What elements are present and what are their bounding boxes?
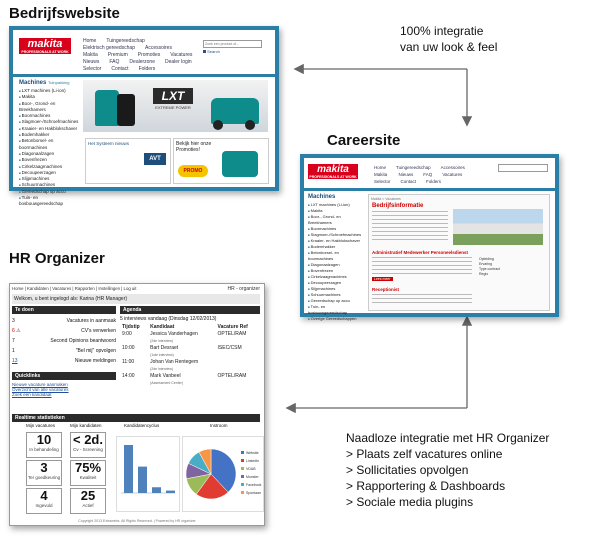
- todo-item[interactable]: 3 Vacatures in aanmaak: [12, 318, 116, 324]
- chart-bar: [138, 467, 147, 493]
- chart-bar: [124, 445, 133, 493]
- candidate-cycle-chart: [116, 436, 180, 512]
- sidebar-item[interactable]: ■ Cirkelzaagmachines: [19, 164, 79, 170]
- sidebar-item[interactable]: ■ LXT machines (Li-ion): [308, 202, 364, 208]
- sidebar-item[interactable]: ■ Cirkelzaagmachines: [308, 274, 364, 280]
- agenda-col-header: Tijdstip: [122, 324, 140, 330]
- agenda-table: [120, 324, 260, 387]
- nav-item[interactable]: Folders: [426, 179, 442, 184]
- nav-item[interactable]: Contact: [111, 66, 129, 72]
- todo-item[interactable]: 6 ⚠ CV's verwerken: [12, 328, 116, 334]
- hr-note-item: > Plaats zelf vacatures online: [346, 447, 503, 461]
- sidebar-item[interactable]: ■ Bovenfrezen: [308, 268, 364, 274]
- arrow-website-careersite: [296, 69, 467, 124]
- careersite-search-input[interactable]: [498, 164, 548, 172]
- promo-box-title: Bekijk hier onze Promoties!: [176, 141, 212, 153]
- website-search-button[interactable]: Search: [203, 49, 220, 54]
- sidebar-item[interactable]: ■ Boormachines: [308, 226, 364, 232]
- lxt-sub: EXTREME POWER: [155, 105, 191, 110]
- sidebar-item[interactable]: ■ Diagonaalzagen: [308, 262, 364, 268]
- vacancy-text: [372, 294, 472, 306]
- website-banner: [83, 80, 268, 132]
- sidebar-item[interactable]: ■ Schuurmachines: [308, 292, 364, 298]
- agenda-panel: [120, 306, 260, 387]
- hr-note-item: > Rapportering & Dashboards: [346, 479, 506, 493]
- sidebar-item[interactable]: ■ Tuin- en bosbouwgereedschap: [19, 195, 79, 208]
- agenda-row[interactable]: 11:00 Johan Van Rentegem (2de interview): [122, 359, 199, 371]
- sidebar-item[interactable]: ■ Bodemhakker: [19, 132, 79, 138]
- sidebar-item[interactable]: ■ Decoupeerzagen: [308, 280, 364, 286]
- stat-box[interactable]: 10 In behandeling: [26, 432, 62, 458]
- sidebar-item[interactable]: ■ Betonborsel- en boormachines: [308, 250, 364, 262]
- hr-note-title: Naadloze integratie met HR Organizer: [346, 431, 550, 445]
- nav-item[interactable]: Dealerzone: [129, 59, 155, 65]
- legend-swatch: [241, 459, 244, 462]
- hr-organizer-heading: HR Organizer: [9, 250, 105, 267]
- quicklink[interactable]: Nieuwe vacature aanmaken: [12, 382, 68, 387]
- careersite-nav[interactable]: [374, 164, 492, 185]
- agenda-row[interactable]: 10:00 Bart Desraet (1ste interview) ISEC/CSM: [122, 345, 242, 357]
- integration-note-line1: 100% integratie: [400, 24, 484, 38]
- sidebar-item[interactable]: ■ Slijpmachines: [19, 176, 79, 182]
- nav-item[interactable]: Dealer login: [165, 59, 192, 65]
- nav-item[interactable]: Home: [374, 165, 387, 170]
- company-text: [372, 211, 448, 241]
- legend-swatch: [241, 483, 244, 486]
- avt-logo: AVT: [144, 153, 166, 165]
- vacancy-detail: Regio: [479, 272, 489, 276]
- nav-item[interactable]: FAQ: [109, 59, 120, 65]
- vacancy-details: [479, 257, 545, 277]
- agenda-col-header: Kandidaat: [150, 324, 175, 330]
- stats-col-label: Instroom: [210, 423, 228, 428]
- sidebar-item[interactable]: ■ Diagonaalzagen: [19, 151, 79, 157]
- legend-label: Website: [246, 451, 259, 455]
- sidebar-item[interactable]: ■ Overige Gereedschappen: [308, 316, 364, 322]
- nav-item[interactable]: Nieuws: [83, 59, 100, 65]
- lxt-badge: LXT: [153, 88, 193, 104]
- vacancy-detail: Opleiding: [479, 257, 494, 261]
- careersite-main: [368, 194, 550, 311]
- search-icon: [203, 50, 206, 53]
- hr-welcome: Welkom, u bent ingelogd als: Karina (HR Manager): [12, 294, 260, 304]
- nav-item[interactable]: Selector: [374, 179, 391, 184]
- read-more-button[interactable]: Lees meer: [374, 277, 391, 281]
- nav-item[interactable]: Accessoires: [440, 165, 465, 170]
- quicklinks-title: Quicklinks: [12, 372, 116, 380]
- sidebar-item[interactable]: ■ Bodemhakker: [308, 244, 364, 250]
- website-screenshot: [9, 26, 279, 207]
- vacancy-detail: Type contract: [479, 267, 501, 271]
- sidebar-item[interactable]: ■ Decoupeerzagen: [19, 170, 79, 176]
- nav-item[interactable]: Home: [83, 38, 97, 44]
- nav-item[interactable]: Tuingereedschap: [396, 165, 431, 170]
- chart-bar: [152, 487, 161, 493]
- nav-item[interactable]: Makita: [374, 172, 388, 177]
- inflow-pie-chart: [182, 436, 264, 512]
- drill-image: [95, 90, 119, 126]
- agenda-title: Agenda: [120, 306, 260, 314]
- careersite-screenshot: [300, 154, 559, 321]
- nav-item[interactable]: Nieuws: [398, 172, 414, 177]
- nav-item[interactable]: Vacatures: [442, 172, 463, 177]
- legend-swatch: [241, 491, 244, 494]
- sidebar-item[interactable]: ■ Schuurmachines: [19, 182, 79, 188]
- stat-box[interactable]: 25 Actief: [70, 488, 106, 514]
- legend-swatch: [241, 451, 244, 454]
- sidebar-item[interactable]: ■ Makita: [19, 94, 79, 100]
- sidebar-item[interactable]: ■ Boor-, Grond- en Breekhamers: [19, 101, 79, 114]
- nav-item[interactable]: Makita: [83, 52, 98, 58]
- agenda-col-header: Vacature Ref: [217, 324, 248, 330]
- promo-badge: PROMO: [178, 165, 208, 177]
- sidebar-item[interactable]: ■ Slijpmachines: [308, 286, 364, 292]
- chart-bar: [166, 491, 175, 493]
- hr-organizer-screenshot: [9, 283, 265, 526]
- website-section-title: Machines Tuinpakking: [19, 80, 70, 86]
- stat-box[interactable]: 3 Ter goedkeuring: [26, 460, 62, 486]
- sidebar-item[interactable]: ■ Kraaier- en Hakblokschaver: [308, 238, 364, 244]
- sidebar-item[interactable]: ■ Boormachines: [19, 113, 79, 119]
- sidebar-item[interactable]: ■ Tuin- en bosbouwgereedschap: [308, 304, 364, 316]
- careersite-breadcrumb: Makita > Vacatures: [371, 197, 401, 201]
- tool-image: [222, 151, 258, 177]
- sidebar-item[interactable]: ■ LXT machines (Li-ion): [19, 88, 79, 94]
- makita-logo: makita PROFESSIONALS AT WORK: [309, 164, 357, 179]
- agenda-row[interactable]: 9:00 Jessica Vanderhagen (2de interview) OPTEL/RAM: [122, 331, 247, 343]
- careersite-heading: Careersite: [327, 132, 401, 149]
- todo-item[interactable]: 1 "Bel mij" opvolgen: [12, 348, 116, 354]
- hr-menu[interactable]: Home | Kandidaten | Vacatures | Rapporten | Instellingen | Log uit: [12, 286, 137, 291]
- careersite-section-title: Machines: [308, 194, 336, 200]
- sidebar-item[interactable]: ■ Betonborsel- en boormachines: [19, 138, 79, 151]
- warning-icon: ⚠: [16, 328, 21, 334]
- bedrijfswebsite-heading: Bedrijfswebsite: [9, 5, 120, 22]
- todo-item[interactable]: 13 Nieuwe meldingen: [12, 358, 116, 364]
- hr-footer: Copyright 2013 Extrawebs. All Rights Reserved. | Powered by HR organizer: [78, 519, 196, 523]
- careersite-page-title: Bedrijfsinformatie: [372, 203, 424, 209]
- promo-news-title: Het Systeem nieuws: [88, 141, 130, 146]
- nav-item[interactable]: Folders: [138, 66, 156, 72]
- todo-panel: [12, 306, 116, 397]
- stat-box[interactable]: 4 Ingevuld: [26, 488, 62, 514]
- sidebar-item[interactable]: ■ Gereedschap op accu: [19, 189, 79, 195]
- legend-label: Monster: [246, 475, 259, 479]
- legend-swatch: [241, 475, 244, 478]
- promo-box[interactable]: [173, 138, 269, 184]
- hr-note-item: > Sollicitaties opvolgen: [346, 463, 469, 477]
- building-image: [453, 209, 543, 245]
- nav-item[interactable]: Tuingereedschap: [106, 38, 145, 44]
- integration-note-line2: van uw look & feel: [400, 40, 498, 54]
- nav-item[interactable]: Premium: [107, 52, 128, 58]
- stats-col-label: Mijn vacatures: [26, 423, 56, 428]
- sidebar-item[interactable]: ■ Bovenfrezen: [19, 157, 79, 163]
- careersite-sidebar[interactable]: [308, 202, 364, 322]
- stats-col-label: Kandidatencyclus: [124, 423, 160, 428]
- stats-col-label: Mijn kandidaten: [70, 423, 102, 428]
- nav-item[interactable]: Accessoires: [144, 45, 172, 51]
- nav-item[interactable]: Vacatures: [170, 52, 193, 58]
- legend-label: Spontaan: [246, 491, 261, 495]
- sidebar-item[interactable]: ■ Slagmoer-/Schroefmachines: [19, 119, 79, 125]
- nav-item[interactable]: Selector: [83, 66, 102, 72]
- website-search-input[interactable]: Zoek een product of...: [203, 40, 262, 48]
- todo-item[interactable]: 7 Second Opinions beantwoord: [12, 338, 116, 344]
- legend-label: Facebook: [246, 483, 262, 487]
- lawnmower-wheel: [213, 120, 223, 130]
- makita-logo: makita PROFESSIONALS AT WORK: [19, 38, 71, 54]
- stat-box[interactable]: 75% Kwaliteit: [70, 460, 106, 486]
- nav-item[interactable]: Promoties: [137, 52, 161, 58]
- stats-panel: [12, 414, 262, 508]
- lawnmower-wheel: [245, 120, 255, 130]
- sidebar-item[interactable]: ■ Gereedschap op accu: [308, 298, 364, 304]
- vacancy-text: [372, 257, 472, 275]
- legend-swatch: [241, 467, 244, 470]
- stats-title: Realtime statistieken: [12, 414, 260, 422]
- quicklink[interactable]: Overzicht van alle vacatures: [12, 387, 69, 392]
- legend-label: VDAB: [246, 467, 256, 471]
- nav-item[interactable]: Contact: [400, 179, 417, 184]
- sidebar-item[interactable]: ■ Kraaier- en Hakblokschaver: [19, 126, 79, 132]
- nav-item[interactable]: Elektrisch gereedschap: [83, 45, 135, 51]
- quicklink[interactable]: Zoek een kandidaat: [12, 392, 52, 397]
- sidebar-item[interactable]: ■ Makita: [308, 208, 364, 214]
- arrow-careersite-hr: [288, 318, 467, 408]
- todo-title: Te doen: [12, 306, 116, 314]
- vacancy-detail: Ervaring: [479, 262, 493, 266]
- legend-label: LinkedIn: [246, 459, 260, 463]
- hr-brand: HR - organizer: [227, 286, 260, 292]
- hr-note-item: > Sociale media plugins: [346, 495, 474, 509]
- stat-box[interactable]: < 2d. Cv - Screening: [70, 432, 106, 458]
- vacancy-title[interactable]: Administratief Medewerker Personeelsdienst: [372, 250, 469, 255]
- agenda-date: 5 interviews vandaag (Dinsdag 12/02/2013): [120, 316, 217, 322]
- sidebar-item[interactable]: ■ Boor-, Grond- en Breekhamers: [308, 214, 364, 226]
- vacancy-title[interactable]: Receptionist: [372, 287, 400, 292]
- promo-news[interactable]: [85, 138, 171, 184]
- drill-image: [117, 94, 135, 126]
- agenda-row[interactable]: 14:00 Mark Vanbeel (Assessment Center) OPTEL/RAM: [122, 373, 247, 385]
- website-nav[interactable]: [83, 38, 203, 73]
- sidebar-item[interactable]: ■ Slagmoer-/Schroefmachines: [308, 232, 364, 238]
- nav-item[interactable]: FAQ: [423, 172, 433, 177]
- website-sidebar[interactable]: [19, 88, 79, 208]
